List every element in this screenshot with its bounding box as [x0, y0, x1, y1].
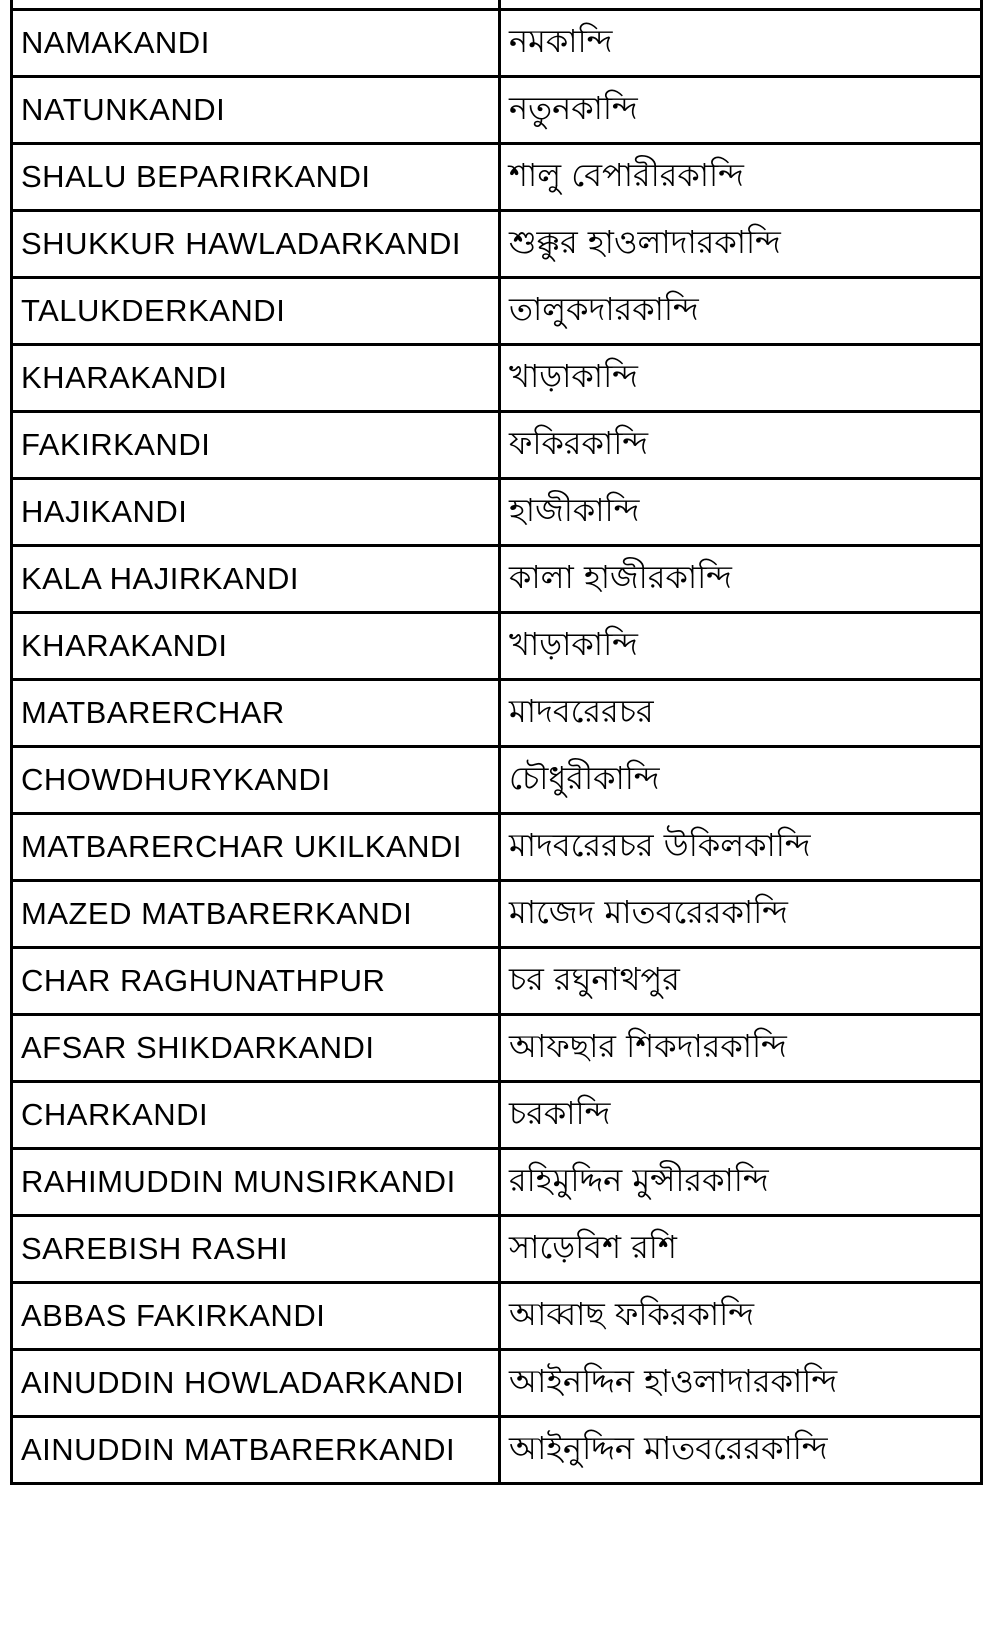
english-name-cell: NATUNKANDI — [12, 77, 500, 144]
table-row — [12, 211, 982, 278]
english-name-cell: SHUKKUR HAWLADARKANDI — [12, 211, 500, 278]
table-row — [12, 546, 982, 613]
english-name-cell: ABBAS FAKIRKANDI — [12, 1283, 500, 1350]
table-row — [12, 1216, 982, 1283]
table-row — [12, 1015, 982, 1082]
english-name-cell: KHARAKANDI — [12, 345, 500, 412]
bangla-name-cell: চর রঘুনাথপুর — [500, 948, 982, 1015]
table-row — [12, 1149, 982, 1216]
table-row — [12, 77, 982, 144]
bangla-name-cell: আইনুদ্দিন মাতবরেরকান্দি — [500, 1417, 982, 1484]
village-name-table-container — [10, 0, 980, 1485]
bangla-name-cell: সাড়েবিশ রশি — [500, 1216, 982, 1283]
bangla-name-cell: খাড়াকান্দি — [500, 613, 982, 680]
english-name-cell: NAMAKANDI — [12, 10, 500, 77]
table-cell-partial — [12, 0, 500, 10]
table-row — [12, 144, 982, 211]
english-name-cell: AFSAR SHIKDARKANDI — [12, 1015, 500, 1082]
bangla-name-cell: মাজেদ মাতবরেরকান্দি — [500, 881, 982, 948]
bangla-name-cell: নতুনকান্দি — [500, 77, 982, 144]
bangla-name-cell: কালা হাজীরকান্দি — [500, 546, 982, 613]
english-name-cell: CHAR RAGHUNATHPUR — [12, 948, 500, 1015]
village-name-table — [10, 0, 983, 1485]
bangla-name-cell: ফকিরকান্দি — [500, 412, 982, 479]
table-row — [12, 1082, 982, 1149]
english-name-cell: RAHIMUDDIN MUNSIRKANDI — [12, 1149, 500, 1216]
table-row — [12, 680, 982, 747]
english-name-cell: AINUDDIN HOWLADARKANDI — [12, 1350, 500, 1417]
table-row — [12, 10, 982, 77]
table-body — [12, 0, 982, 1484]
table-row — [12, 1350, 982, 1417]
english-name-cell: TALUKDERKANDI — [12, 278, 500, 345]
bangla-name-cell: হাজীকান্দি — [500, 479, 982, 546]
bangla-name-cell: চরকান্দি — [500, 1082, 982, 1149]
bangla-name-cell: তালুকদারকান্দি — [500, 278, 982, 345]
bangla-name-cell: শুক্কুর হাওলাদারকান্দি — [500, 211, 982, 278]
english-name-cell: MATBARERCHAR UKILKANDI — [12, 814, 500, 881]
english-name-cell: SHALU BEPARIRKANDI — [12, 144, 500, 211]
english-name-cell: KHARAKANDI — [12, 613, 500, 680]
english-name-cell: CHARKANDI — [12, 1082, 500, 1149]
bangla-name-cell: আফছার শিকদারকান্দি — [500, 1015, 982, 1082]
english-name-cell: MAZED MATBARERKANDI — [12, 881, 500, 948]
table-row — [12, 479, 982, 546]
table-cell-partial — [500, 0, 982, 10]
table-row — [12, 948, 982, 1015]
bangla-name-cell: আব্বাছ ফকিরকান্দি — [500, 1283, 982, 1350]
bangla-name-cell: শালু বেপারীরকান্দি — [500, 144, 982, 211]
english-name-cell: KALA HAJIRKANDI — [12, 546, 500, 613]
bangla-name-cell: চৌধুরীকান্দি — [500, 747, 982, 814]
table-row — [12, 278, 982, 345]
table-row — [12, 1283, 982, 1350]
english-name-cell: MATBARERCHAR — [12, 680, 500, 747]
english-name-cell: FAKIRKANDI — [12, 412, 500, 479]
table-row — [12, 814, 982, 881]
bangla-name-cell: খাড়াকান্দি — [500, 345, 982, 412]
table-row — [12, 345, 982, 412]
bangla-name-cell: নমকান্দি — [500, 10, 982, 77]
english-name-cell: AINUDDIN MATBARERKANDI — [12, 1417, 500, 1484]
english-name-cell: HAJIKANDI — [12, 479, 500, 546]
bangla-name-cell: রহিমুদ্দিন মুন্সীরকান্দি — [500, 1149, 982, 1216]
table-row — [12, 881, 982, 948]
bangla-name-cell: আইনদ্দিন হাওলাদারকান্দি — [500, 1350, 982, 1417]
table-row — [12, 1417, 982, 1484]
table-row — [12, 613, 982, 680]
table-row — [12, 747, 982, 814]
english-name-cell: SAREBISH RASHI — [12, 1216, 500, 1283]
english-name-cell: CHOWDHURYKANDI — [12, 747, 500, 814]
table-row-partial — [12, 0, 982, 10]
bangla-name-cell: মাদবরেরচর উকিলকান্দি — [500, 814, 982, 881]
table-row — [12, 412, 982, 479]
bangla-name-cell: মাদবরেরচর — [500, 680, 982, 747]
